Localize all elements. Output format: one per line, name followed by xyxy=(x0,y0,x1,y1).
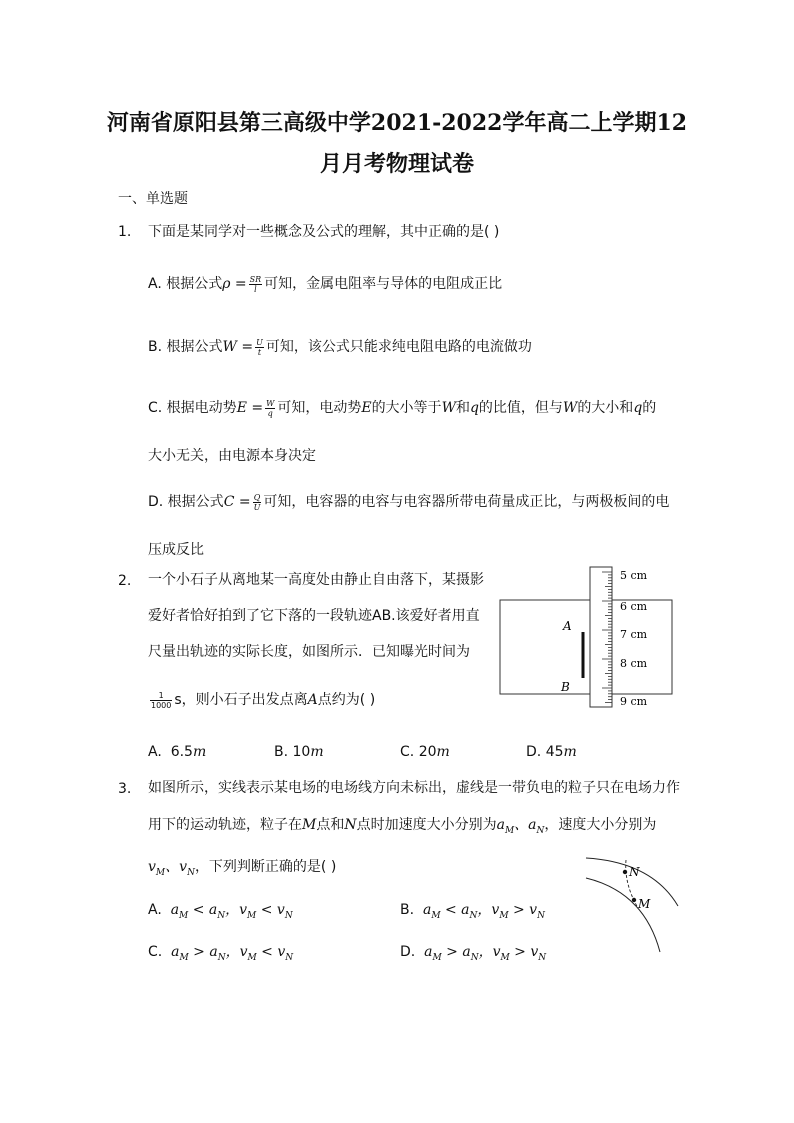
q1-number: 1. xyxy=(118,224,132,240)
field-lines-figure xyxy=(582,850,682,956)
page-title-line2: 月月考物理试卷 xyxy=(319,151,474,177)
formula-fraction: $\frac{W}{q}$ xyxy=(266,398,275,418)
q3-option-c[interactable]: C. $a_M > a_N$，$v_M < v_N$ xyxy=(148,944,294,963)
tick-label-7cm: 7 cm xyxy=(620,628,648,641)
section-heading: 一、单选题 xyxy=(118,191,188,207)
formula-fraction: $\frac{SR}{l}$ xyxy=(249,274,262,294)
q2-option-b[interactable]: B. 10m xyxy=(274,744,324,760)
point-n xyxy=(623,870,627,874)
tick-label-9cm: 9 cm xyxy=(620,695,648,708)
point-a-label: A xyxy=(563,619,572,633)
q2-line3: 尺量出轨迹的实际长度，如图所示．已知曝光时间为 xyxy=(148,644,470,660)
ruler xyxy=(590,567,612,707)
q3-option-d[interactable]: D. $a_M > a_N$，$v_M > v_N$ xyxy=(400,944,547,963)
q3-option-a[interactable]: A. $a_M < a_N$，$v_M < v_N$ xyxy=(148,902,293,921)
photo-frame xyxy=(500,600,672,694)
q1-stem: 下面是某同学对一些概念及公式的理解，其中正确的是( ) xyxy=(148,224,500,240)
q1-option-b[interactable]: B. 根据公式W = $\frac{U}{t}$ 可知，该公式只能求纯电阻电路的电流做功 xyxy=(148,337,532,357)
q3-option-b[interactable]: B. $a_M < a_N$，$v_M > v_N$ xyxy=(400,902,545,921)
field-line xyxy=(586,878,660,952)
ruler-figure xyxy=(496,564,678,710)
formula-fraction: $\frac{U}{t}$ xyxy=(256,337,263,357)
label-n: N xyxy=(629,865,640,879)
q1-option-d[interactable]: D. 根据公式C = $\frac{Q}{U}$ 可知，电容器的电容与电容器所带电荷量成正比，与两极板间的电 xyxy=(148,492,670,512)
q3-line2: 用下的运动轨迹，粒子在M点和N点时加速度大小分别为$a_M$、$a_N$，速度大小分别为 xyxy=(148,817,657,836)
q1-option-a[interactable]: A. 根据公式ρ = $\frac{SR}{l}$ 可知，金属电阻率与导体的电阻成正比 xyxy=(148,274,503,294)
q1-option-c[interactable]: C. 根据电动势E = $\frac{W}{q}$ 可知，电动势E的大小等于W和q的比值，但与W的大小和q的 xyxy=(148,398,657,418)
tick-label-5cm: 5 cm xyxy=(620,569,648,582)
exposure-fraction: $\frac{1}{1000}$ xyxy=(151,690,172,710)
q3-number: 3. xyxy=(118,781,132,797)
q2-line2: 爱好者恰好拍到了它下落的一段轨迹AB.该爱好者用直 xyxy=(148,608,480,624)
q2-option-a[interactable]: A. 6.5m xyxy=(148,744,207,760)
q2-number: 2. xyxy=(118,573,132,589)
q1-option-d-line2: 压成反比 xyxy=(148,542,204,558)
q1-option-c-line2: 大小无关，由电源本身决定 xyxy=(148,448,316,464)
point-m xyxy=(632,898,636,902)
q3-line3: $v_M$、$v_N$，下列判断正确的是( ) xyxy=(148,859,337,878)
label-m: M xyxy=(638,897,651,911)
q2-option-d[interactable]: D. 45m xyxy=(526,744,577,760)
formula-fraction: $\frac{Q}{U}$ xyxy=(253,492,261,512)
q2-line4: $\frac{1}{1000}$ s，则小石子出发点离A点约为( ) xyxy=(151,690,376,710)
q3-line1: 如图所示，实线表示某电场的电场线方向未标出，虚线是一带负电的粒子只在电场力作 xyxy=(148,780,680,796)
q2-line1: 一个小石子从离地某一高度处由静止自由落下，某摄影 xyxy=(148,572,484,588)
point-b-label: B xyxy=(561,680,570,694)
q2-option-c[interactable]: C. 20m xyxy=(400,744,450,760)
tick-label-6cm: 6 cm xyxy=(620,600,648,613)
page-title-line1: 河南省原阳县第三高级中学2021-2022学年高二上学期12 xyxy=(106,110,688,136)
tick-label-8cm: 8 cm xyxy=(620,657,648,670)
